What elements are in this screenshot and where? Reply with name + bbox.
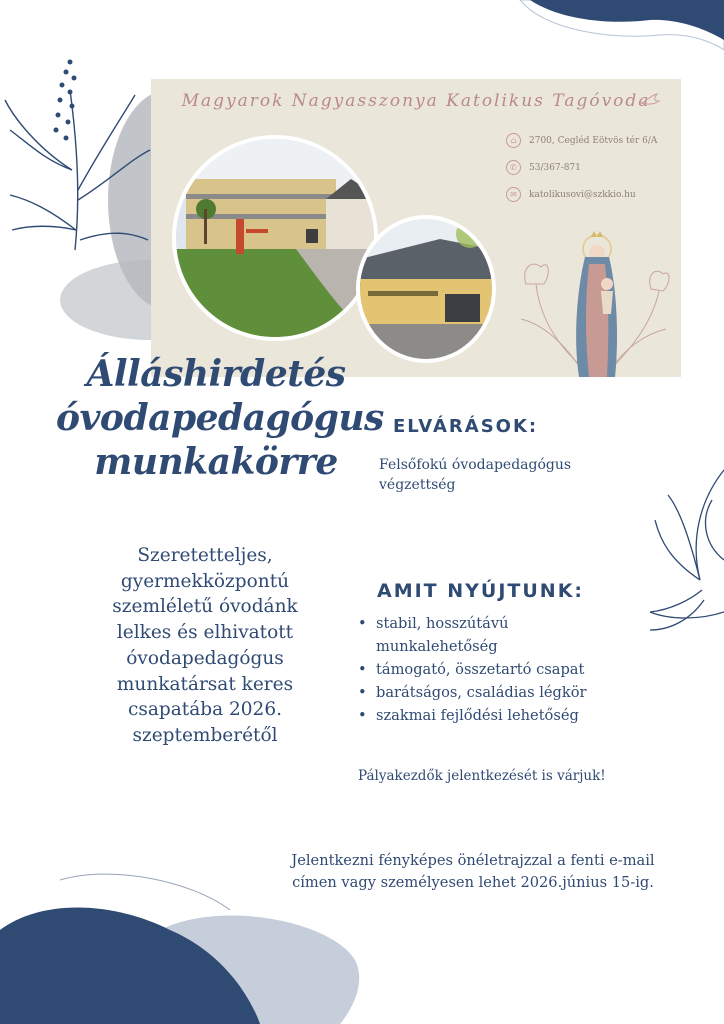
intro-line: munkatársat keres [116,673,294,695]
school-banner [151,79,681,377]
requirements-heading: ELVÁRÁSOK: [393,416,539,437]
apply-info [240,850,706,894]
offers-list [356,612,656,727]
lavender-buds [54,60,77,141]
home-icon: ⌂ [506,133,521,148]
mail-icon: ✉ [506,187,521,202]
beginners-note: Pályakezdők jelentkezését is várjuk! [358,768,606,784]
requirements-line-2: végzettség [379,477,456,493]
intro-paragraph [60,543,350,749]
right-plant-illustration [650,470,724,630]
title-line-3: munkakörre [94,441,338,483]
dove-icon [639,91,663,109]
offer-item: • stabil, hosszútávú munkalehetőség [356,612,576,658]
playground-photo [172,135,378,341]
intro-line: lelkes és elhivatott [116,622,294,644]
intro-line: szeptemberétől [132,724,278,746]
building-photo [356,215,496,363]
intro-line: szemléletű óvodánk [112,596,298,618]
phone-icon: ✆ [506,160,521,175]
offers-heading: AMIT NYÚJTUNK: [377,580,585,602]
top-right-blob [530,0,724,40]
intro-line: Szeretetteljes, [137,545,273,566]
offer-item: • támogató, összetartó csapat [356,658,656,681]
contact-address [506,133,657,148]
contact-phone [506,160,581,175]
phone-text: 53/367-871 [529,162,581,173]
offer-item: • szakmai fejlődési lehetőség [356,704,656,727]
requirements-line-1: Felsőfokú óvodapedagógus [379,457,572,473]
banner-title: Magyarok Nagyasszonya Katolikus Tagóvoda [181,91,651,111]
email-text: katolikusovi@szkkio.hu [529,189,636,200]
title-line-2: óvodapedagógus [56,397,384,439]
virgin-mary-illustration [511,229,676,377]
title-line-1: Álláshirdetés [86,353,346,395]
intro-line: csapatába 2026. [128,699,282,721]
contact-email [506,187,636,202]
apply-line-1: Jelentkezni fényképes önéletrajzzal a fenti e-mail [291,852,655,869]
address-text: 2700, Cegléd Eötvös tér 6/A [529,135,658,146]
intro-line: óvodapedagógus [126,647,284,669]
offer-item: • barátságos, családias légkör [356,681,656,704]
intro-line: gyermekközpontú [120,570,290,592]
apply-line-2: címen vagy személyesen lehet 2026.június 15-ig. [292,874,654,891]
